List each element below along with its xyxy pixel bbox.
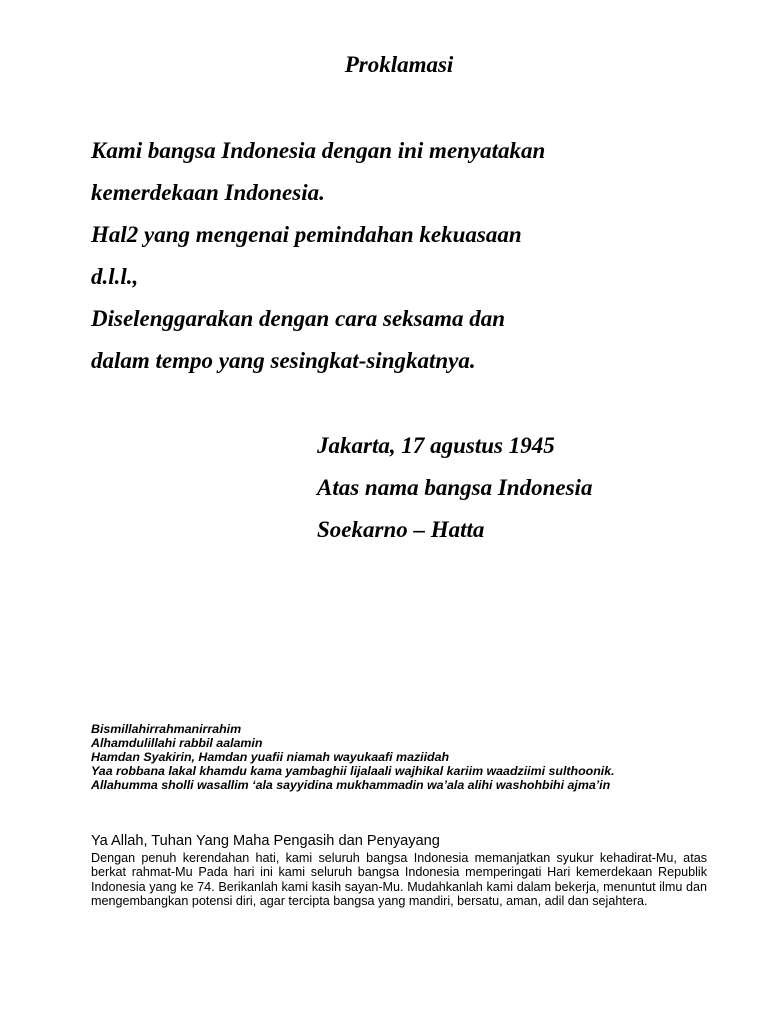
proclamation-line: d.l.l., xyxy=(91,264,139,289)
opening-prayer-line: Bismillahirrahmanirrahim xyxy=(91,722,242,736)
opening-prayer-line: Allahumma sholli wasallim ‘ala sayyidina mukhammadin wa’ala alihi washohbihi ajma’in xyxy=(91,778,611,792)
proclamation-line: Diselenggarakan dengan cara seksama dan xyxy=(91,306,506,331)
signatory-names: Soekarno – Hatta xyxy=(317,517,485,542)
proclamation-line: dalam tempo yang sesingkat-singkatnya. xyxy=(91,348,476,373)
opening-prayer xyxy=(91,722,707,792)
prayer-body: Dengan penuh kerendahan hati, kami seluruh bangsa Indonesia memanjatkan syukur kehadirat-Mu, atas berkat rahmat-Mu Pada hari ini kami seluruh bangsa Indonesia memperingati Hari kemerdekaan Republik Indonesia yang ke 74. Berikanlah kami kasih sayan-Mu. Mudahkanlah kami dalam bekerja, menuntut ilmu dan mengembangkan potensi diri, agar tercipta bangsa yang mandiri, bersatu, aman, adil dan sejahtera. xyxy=(91,851,707,908)
proclamation-line: kemerdekaan Indonesia. xyxy=(91,180,325,205)
opening-prayer-line: Yaa robbana lakal khamdu kama yambaghii lijalaali wajhikal kariim waadziimi sulthoonik. xyxy=(91,764,615,778)
page-title: Proklamasi xyxy=(344,52,454,77)
signature-block xyxy=(317,425,737,551)
proclamation-text xyxy=(91,130,731,382)
proclamation-line: Hal2 yang mengenai pemindahan kekuasaan xyxy=(91,222,522,247)
prayer-heading: Ya Allah, Tuhan Yang Maha Pengasih dan Penyayang xyxy=(91,833,440,849)
on-behalf: Atas nama bangsa Indonesia xyxy=(317,475,593,500)
proclamation-line: Kami bangsa Indonesia dengan ini menyatakan xyxy=(91,138,546,163)
place-date: Jakarta, 17 agustus 1945 xyxy=(317,433,555,458)
opening-prayer-line: Hamdan Syakirin, Hamdan yuafii niamah wayukaafi maziidah xyxy=(91,750,450,764)
opening-prayer-line: Alhamdulillahi rabbil aalamin xyxy=(91,736,263,750)
